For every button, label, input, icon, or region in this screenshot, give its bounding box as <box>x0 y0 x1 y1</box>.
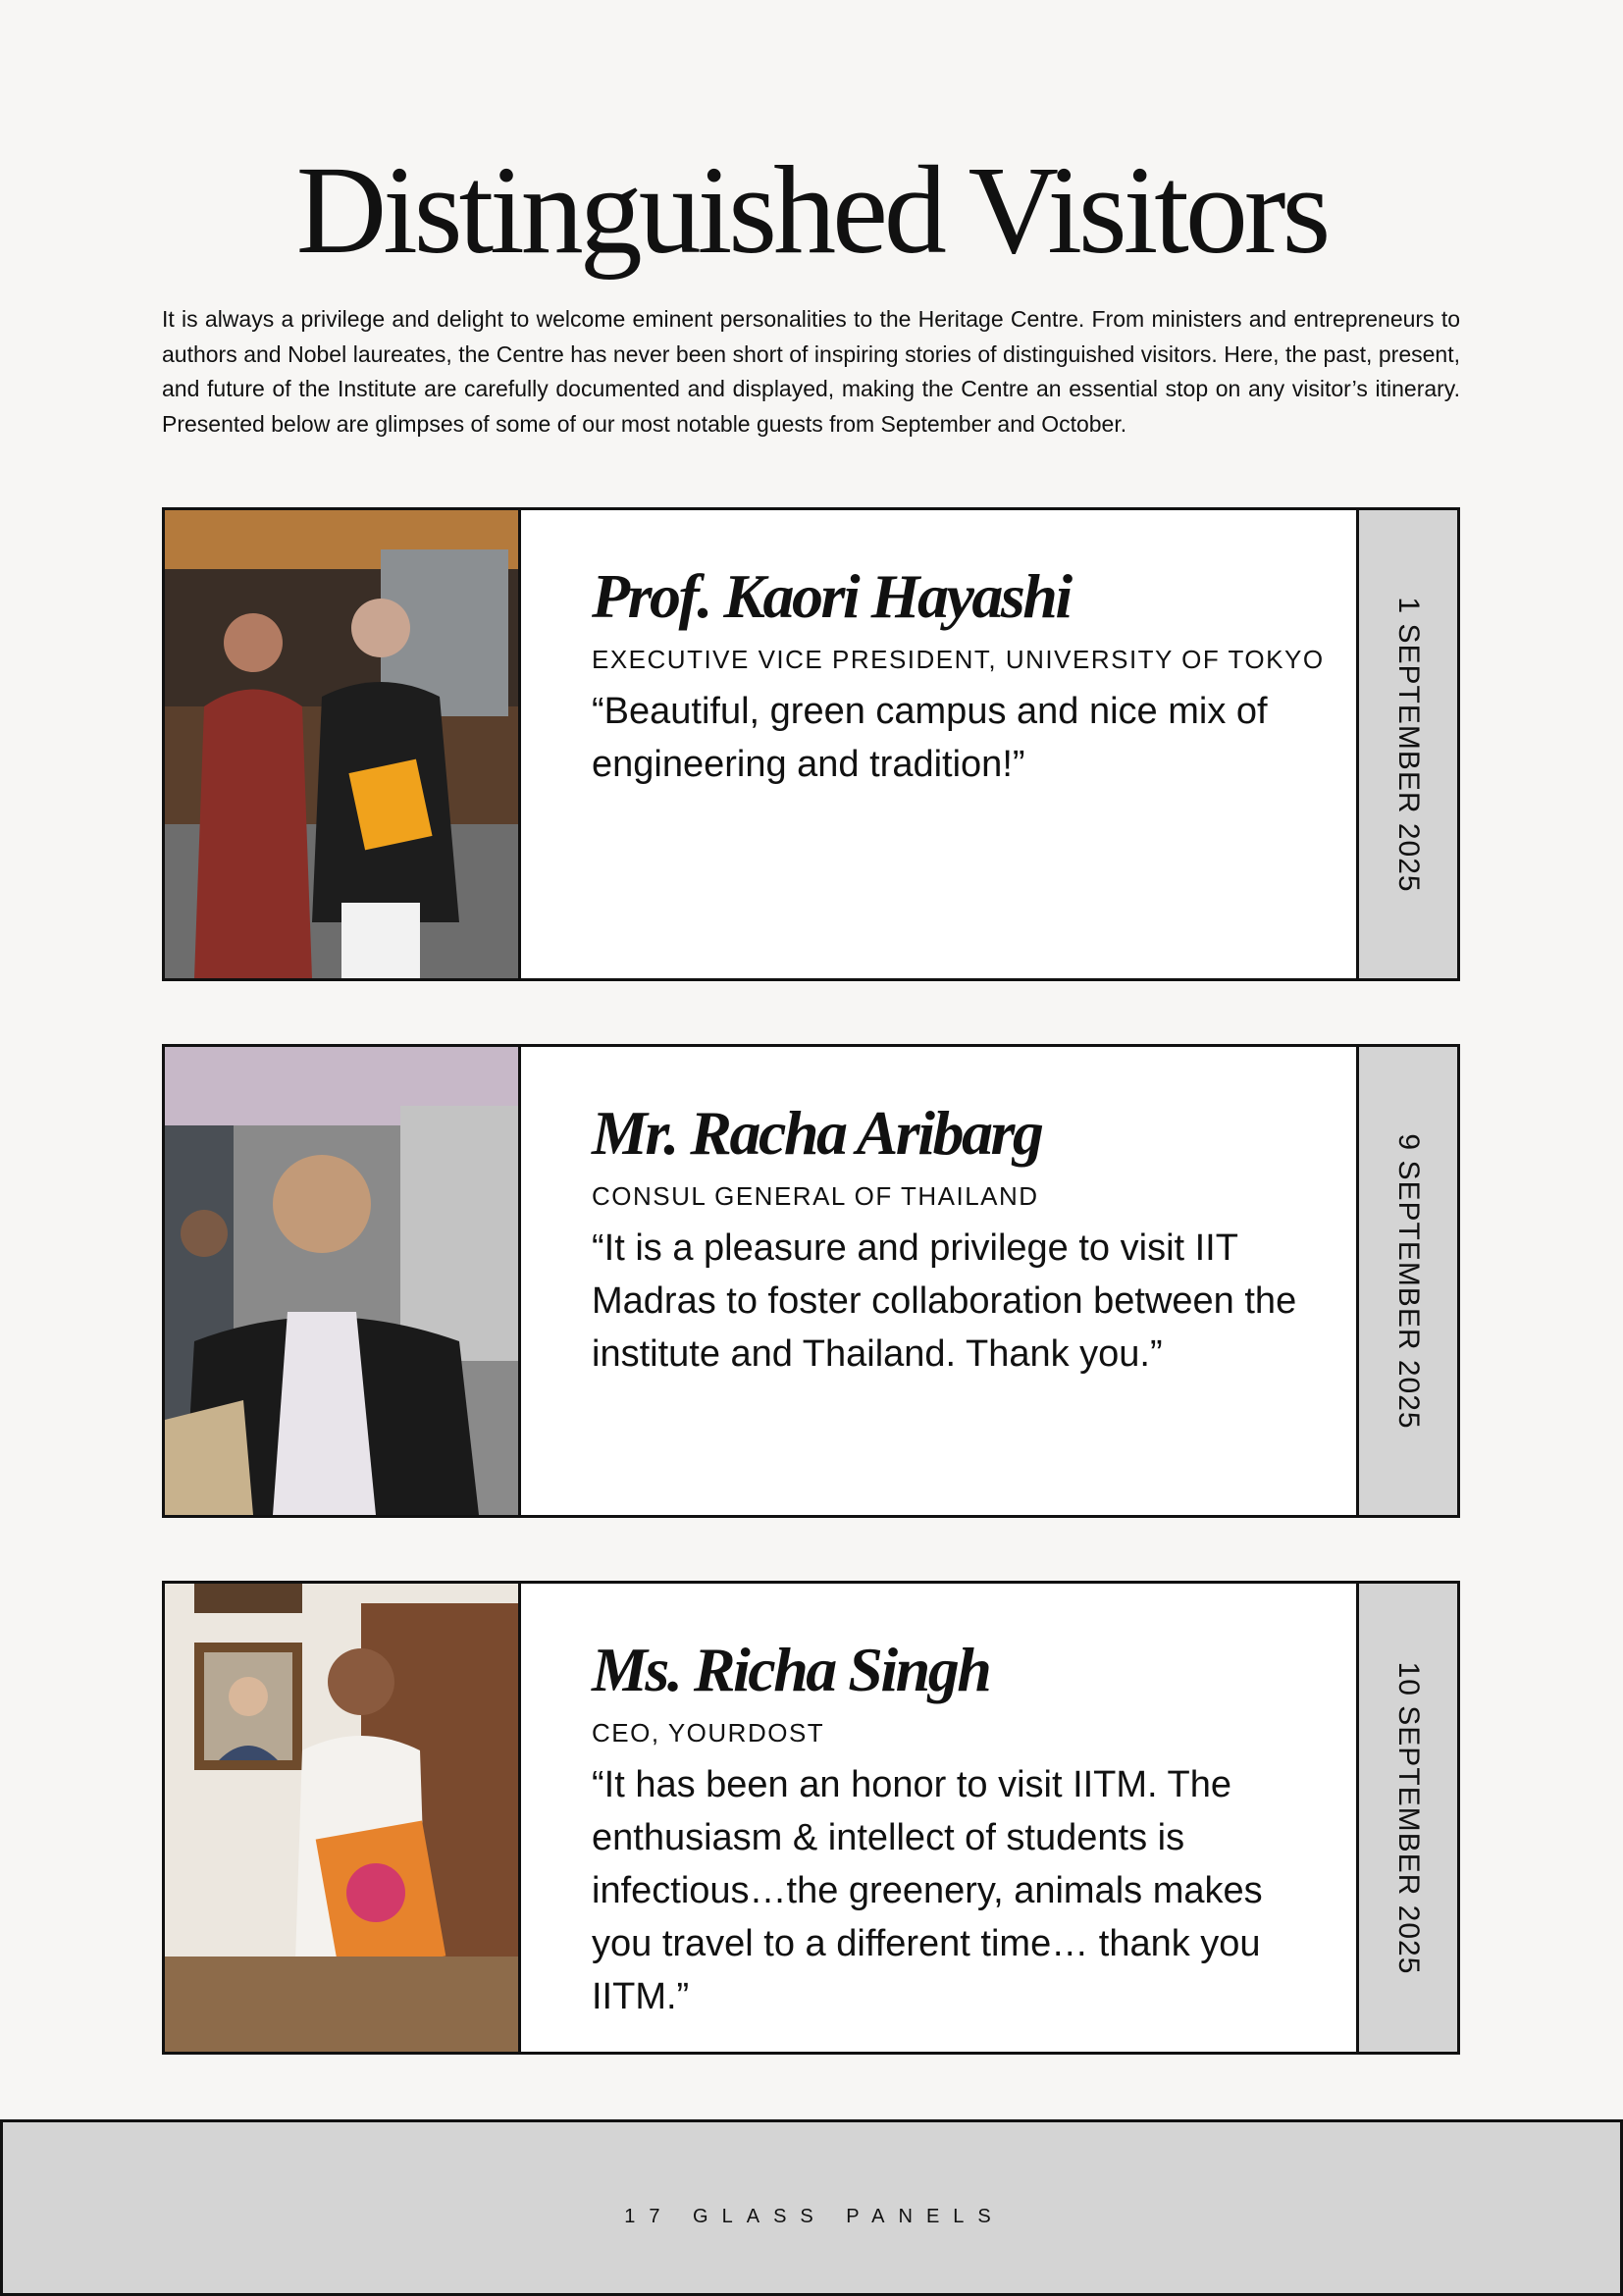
footer-bar <box>0 2119 1623 2296</box>
visit-date: 1 SEPTEMBER 2025 <box>1392 596 1425 893</box>
page-title: Distinguished Visitors <box>295 140 1328 280</box>
visitor-quote: “Beautiful, green campus and nice mix of engineering and tradition!” <box>592 690 1268 785</box>
visitor-quote: “It is a pleasure and privilege to visit IIT Madras to foster collaboration between the institute and Thailand. Thank you.” <box>592 1226 1297 1375</box>
visitor-photo <box>165 1047 521 1515</box>
visitor-card <box>162 507 1460 981</box>
visitor-name: Ms. Richa Singh <box>592 1635 990 1704</box>
visitor-role: CONSUL GENERAL OF THAILAND <box>592 1180 1039 1211</box>
visitor-role: CEO, YOURDOST <box>592 1717 825 1748</box>
intro-paragraph: It is always a privilege and delight to welcome eminent personalities to the Heritage Centre. From ministers and entrepreneurs to authors and Nobel laureates, the Centre has never been short of inspiring stories of distinguished visitors. Here, the past, present, and future of the Institute are carefully documented and displayed, making the Centre an essential stop on any visitor’s itinerary. Presented below are glimpses of some of our most notable guests from September and October. <box>162 306 1460 437</box>
footer-label: 17 GLASS PANELS <box>624 2206 1005 2227</box>
visitor-name: Prof. Kaori Hayashi <box>592 561 1071 631</box>
visitor-role: EXECUTIVE VICE PRESIDENT, UNIVERSITY OF TOKYO <box>592 644 1325 674</box>
visitor-photo <box>165 510 521 978</box>
visitor-photo <box>165 1584 521 2052</box>
visitor-card <box>162 1044 1460 1518</box>
visitor-quote: “It has been an honor to visit IITM. The enthusiasm & intellect of students is infectious…the greenery, animals makes you travel to a different time… thank you IITM.” <box>592 1763 1263 2017</box>
visit-date: 9 SEPTEMBER 2025 <box>1392 1132 1425 1430</box>
date-tab <box>1356 1047 1457 1515</box>
date-tab <box>1356 510 1457 978</box>
visitor-name: Mr. Racha Aribarg <box>592 1098 1042 1168</box>
date-tab <box>1356 1584 1457 2052</box>
visitor-card <box>162 1581 1460 2055</box>
visit-date: 10 SEPTEMBER 2025 <box>1392 1661 1425 1974</box>
